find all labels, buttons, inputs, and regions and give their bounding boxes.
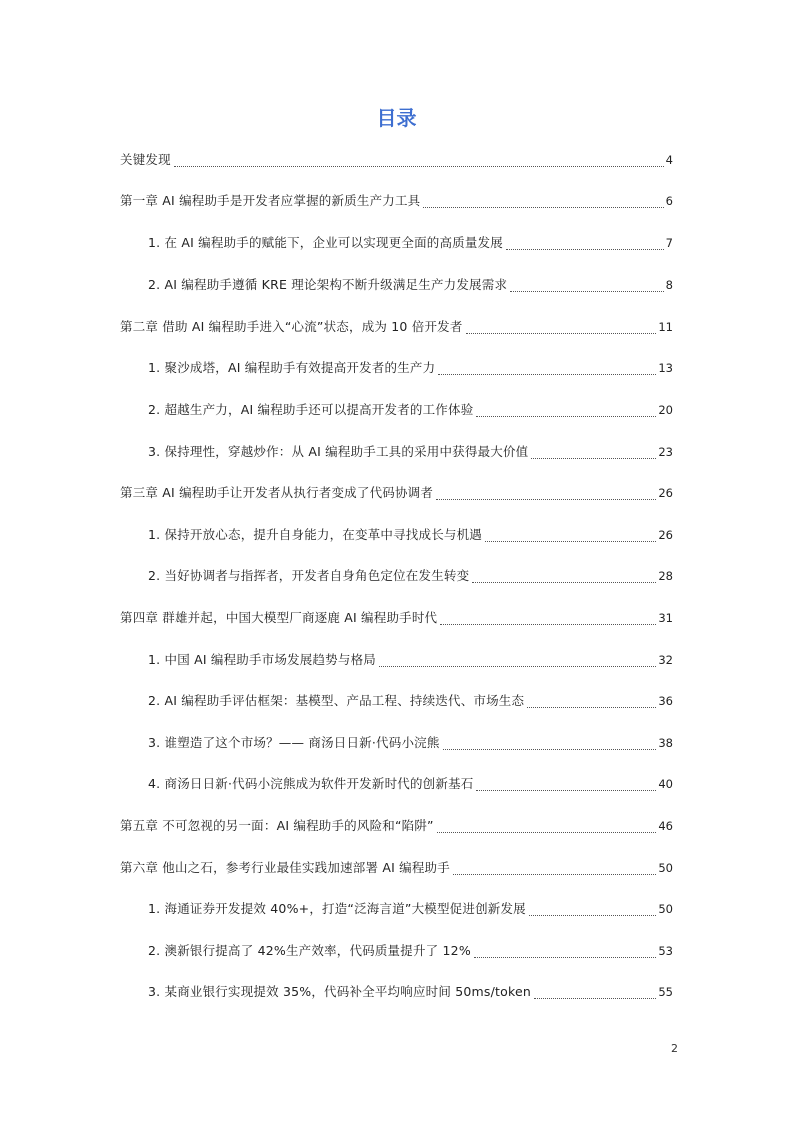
toc-entry-page: 38: [658, 736, 673, 750]
toc-entry-3-2[interactable]: [148, 567, 673, 585]
toc-entry-4-1[interactable]: [148, 651, 673, 669]
toc-entry-page: 11: [658, 320, 673, 334]
toc-entry-label: 1. 中国 AI 编程助手市场发展趋势与格局: [148, 652, 376, 667]
toc-entry-label: 2. 当好协调者与指挥者，开发者自身角色定位在发生转变: [148, 568, 470, 583]
toc-leader-dots: [510, 281, 664, 292]
toc-leader-dots: [534, 988, 656, 999]
toc-entry-page: 36: [658, 694, 673, 708]
toc-leader-dots: [438, 364, 656, 375]
toc-leader-dots: [466, 323, 657, 334]
toc-entry-label: 4. 商汤日日新·代码小浣熊成为软件开发新时代的创新基石: [148, 776, 474, 791]
toc-entry-label: 2. 超越生产力，AI 编程助手还可以提高开发者的工作体验: [148, 402, 474, 417]
toc-entry-page: 7: [665, 236, 673, 250]
toc-leader-dots: [436, 489, 656, 500]
toc-leader-dots: [453, 864, 656, 875]
toc-entry-label: 第五章 不可忽视的另一面：AI 编程助手的风险和“陷阱”: [120, 818, 434, 833]
toc-entry-page: 46: [658, 819, 673, 833]
toc-entry-4-2[interactable]: [148, 692, 673, 710]
toc-leader-dots: [476, 406, 656, 417]
toc-entry-label: 2. AI 编程助手遵循 KRE 理论架构不断升级满足生产力发展需求: [148, 277, 508, 292]
toc-leader-dots: [529, 905, 656, 916]
toc-leader-dots: [506, 239, 664, 250]
toc-entry-6-1[interactable]: [148, 900, 673, 918]
toc-entry-page: 55: [658, 985, 673, 999]
toc-entry-label: 1. 在 AI 编程助手的赋能下，企业可以实现更全面的高质量发展: [148, 235, 503, 250]
toc-entry-label: 2. 澳新银行提高了 42%生产效率，代码质量提升了 12%: [148, 943, 471, 958]
toc-entry-page: 13: [658, 361, 673, 375]
toc-entry-2-3[interactable]: [148, 443, 673, 461]
toc-entry-label: 2. AI 编程助手评估框架：基模型、产品工程、持续迭代、市场生态: [148, 693, 525, 708]
toc-entry-page: 50: [658, 861, 673, 875]
toc-entry-page: 8: [665, 278, 673, 292]
toc-leader-dots: [485, 531, 656, 542]
toc-leader-dots: [437, 822, 657, 833]
toc-entry-6-3[interactable]: [148, 983, 673, 1001]
toc-entry-label: 3. 保持理性，穿越炒作：从 AI 编程助手工具的采用中获得最大价值: [148, 444, 529, 459]
toc-entry-1-1[interactable]: [148, 234, 673, 252]
toc-entry-page: 28: [658, 569, 673, 583]
toc-entry-6-2[interactable]: [148, 942, 673, 960]
toc-entry-2-1[interactable]: [148, 359, 673, 377]
toc-entry-chapter-3[interactable]: [120, 484, 673, 502]
toc-entry-page: 31: [658, 611, 673, 625]
toc-leader-dots: [443, 739, 657, 750]
toc-leader-dots: [474, 947, 656, 958]
toc-entry-page: 26: [658, 486, 673, 500]
toc-entry-page: 4: [665, 153, 673, 167]
toc-entry-label: 1. 聚沙成塔，AI 编程助手有效提高开发者的生产力: [148, 360, 436, 375]
toc-entry-chapter-6[interactable]: [120, 859, 673, 877]
toc-entry-label: 第一章 AI 编程助手是开发者应掌握的新质生产力工具: [120, 193, 421, 208]
toc-entry-chapter-4[interactable]: [120, 609, 673, 627]
toc-leader-dots: [379, 656, 656, 667]
toc-entry-page: 20: [658, 403, 673, 417]
toc-entry-chapter-1[interactable]: [120, 192, 673, 210]
toc-entry-label: 第三章 AI 编程助手让开发者从执行者变成了代码协调者: [120, 485, 434, 500]
toc-entry-label: 1. 保持开放心态，提升自身能力，在变革中寻找成长与机遇: [148, 527, 483, 542]
toc-leader-dots: [527, 697, 656, 708]
toc-leader-dots: [476, 780, 656, 791]
toc-entry-label: 3. 某商业银行实现提效 35%，代码补全平均响应时间 50ms/token: [148, 984, 531, 999]
toc-entry-page: 23: [658, 445, 673, 459]
toc-entry-1-2[interactable]: [148, 276, 673, 294]
toc-title: 目录: [376, 106, 417, 130]
toc-entry-chapter-5[interactable]: [120, 817, 673, 835]
toc-entry-key-findings[interactable]: [120, 151, 673, 169]
toc-entry-page: 26: [658, 528, 673, 542]
toc-entry-4-3[interactable]: [148, 734, 673, 752]
toc-entry-4-4[interactable]: [148, 775, 673, 793]
toc-entry-chapter-2[interactable]: [120, 318, 673, 336]
toc-entry-label: 3. 谁塑造了这个市场？—— 商汤日日新·代码小浣熊: [148, 735, 440, 750]
toc-entry-label: 第二章 借助 AI 编程助手进入“心流”状态，成为 10 倍开发者: [120, 319, 463, 334]
page-number: 2: [671, 1042, 678, 1055]
toc-leader-dots: [174, 156, 664, 167]
toc-entry-2-2[interactable]: [148, 401, 673, 419]
toc-leader-dots: [423, 197, 663, 208]
toc-entry-label: 第六章 他山之石，参考行业最佳实践加速部署 AI 编程助手: [120, 860, 450, 875]
toc-leader-dots: [440, 614, 656, 625]
toc-entry-page: 40: [658, 777, 673, 791]
toc-entry-page: 6: [665, 194, 673, 208]
toc-entry-label: 关键发现: [120, 152, 171, 167]
toc-entry-page: 53: [658, 944, 673, 958]
toc-entry-page: 50: [658, 902, 673, 916]
toc-entry-label: 第四章 群雄并起，中国大模型厂商逐鹿 AI 编程助手时代: [120, 610, 438, 625]
toc-leader-dots: [531, 448, 656, 459]
toc-entry-3-1[interactable]: [148, 526, 673, 544]
toc-entry-label: 1. 海通证券开发提效 40%+，打造“泛海言道”大模型促进创新发展: [148, 901, 526, 916]
toc-entry-page: 32: [658, 653, 673, 667]
toc-leader-dots: [472, 572, 656, 583]
